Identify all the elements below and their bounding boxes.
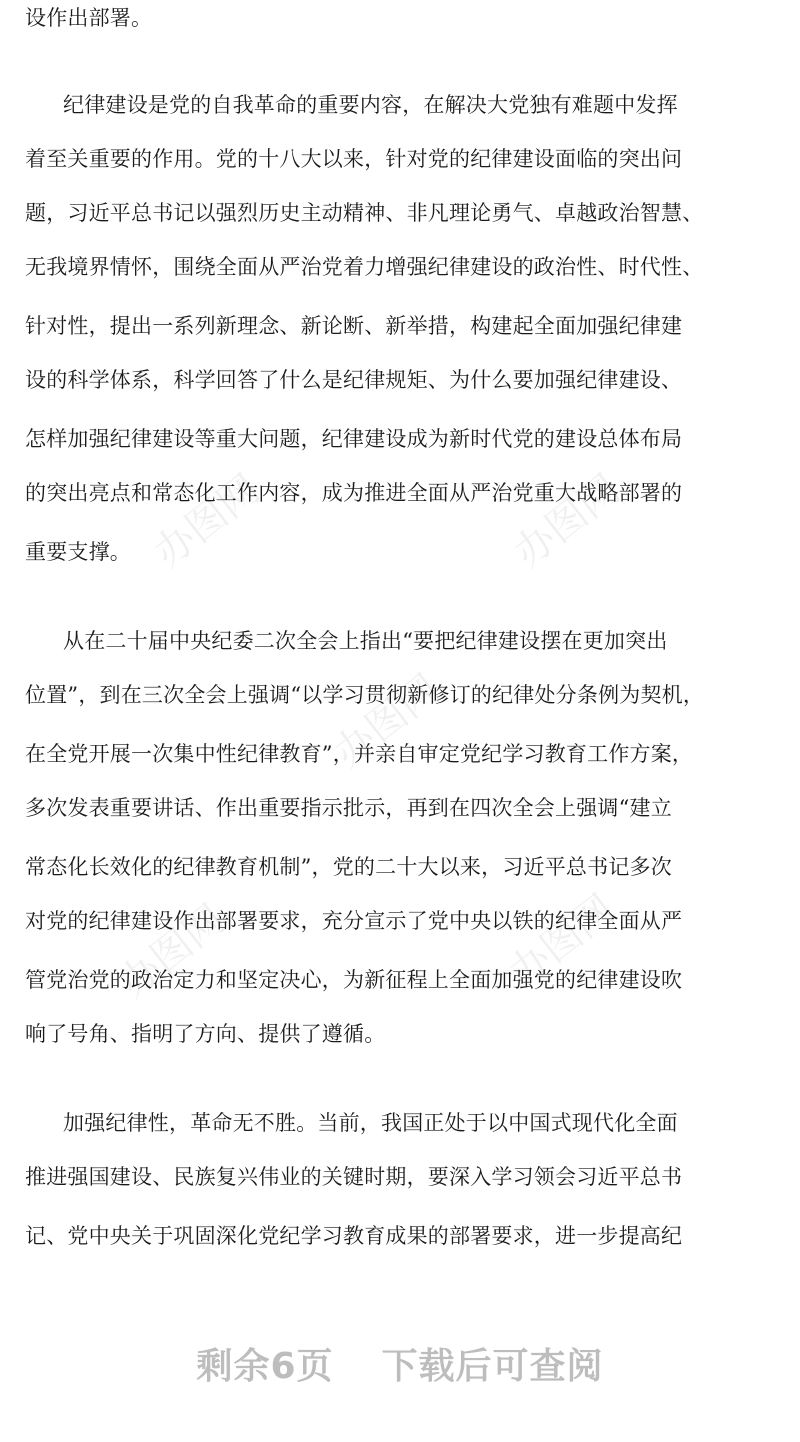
text-line: 加强纪律性，革命无不胜。当前，我国正处于以中国式现代化全面 <box>63 1111 678 1135</box>
text-line: 从在二十届中央纪委二次全会上指出“要把纪律建设摆在更加突出 <box>63 629 668 653</box>
text-line: 题，习近平总书记以强烈历史主动精神、非凡理论勇气、卓越政治智慧、 <box>25 201 704 225</box>
watermark-text: 办图网 <box>110 896 234 1007</box>
text-line: 位置”，到在三次全会上强调“以学习贯彻新修订的纪律处分条例为契机， <box>25 683 705 707</box>
text-line: 的突出亮点和常态化工作内容，成为推进全面从严治党重大战略部署的 <box>25 481 683 505</box>
text-line: 着至关重要的作用。党的十八大以来，针对党的纪律建设面临的突出问 <box>25 147 683 171</box>
text-line: 记、党中央关于巩固深化党纪学习教育成果的部署要求，进一步提高纪 <box>25 1224 683 1248</box>
text-line: 在全党开展一次集中性纪律教育”，并亲自审定党纪学习教育工作方案， <box>25 742 694 766</box>
watermark-text: 办图网 <box>505 466 629 577</box>
text-line: 无我境界情怀，围绕全面从严治党着力增强纪律建设的政治性、时代性、 <box>25 255 704 279</box>
download-prompt[interactable] <box>0 1338 800 1388</box>
text-line: 针对性，提出一系列新理念、新论断、新举措，构建起全面加强纪律建 <box>25 314 683 338</box>
text-line: 怎样加强纪律建设等重大问题，纪律建设成为新时代党的建设总体布局 <box>25 427 683 451</box>
watermark-text: 办图网 <box>145 466 269 577</box>
download-to-view-label[interactable]: 下载后可查阅 <box>381 1345 604 1387</box>
text-line: 纪律建设是党的自我革命的重要内容，在解决大党独有难题中发挥 <box>63 93 678 117</box>
text-line: 管党治党的政治定力和坚定决心，为新征程上全面加强党的纪律建设吹 <box>25 968 683 992</box>
text-line: 设的科学体系，科学回答了什么是纪律规矩、为什么要加强纪律建设、 <box>25 368 683 392</box>
text-line: 推进强国建设、民族复兴伟业的关键时期，要深入学习领会习近平总书 <box>25 1165 683 1189</box>
text-line: 多次发表重要讲话、作出重要指示批示，再到在四次全会上强调“建立 <box>25 796 672 820</box>
text-line: 对党的纪律建设作出部署要求，充分宣示了党中央以铁的纪律全面从严 <box>25 909 683 933</box>
text-line: 设作出部署。 <box>25 6 153 30</box>
text-line: 重要支撑。 <box>25 540 131 564</box>
watermark-text: 办图网 <box>325 666 449 777</box>
remaining-pages-label[interactable]: 剩余6页 <box>196 1345 334 1387</box>
text-line: 响了号角、指明了方向、提供了遵循。 <box>25 1022 386 1046</box>
text-line: 常态化长效化的纪律教育机制”，党的二十大以来，习近平总书记多次 <box>25 855 672 879</box>
watermark-text: 办图网 <box>500 886 624 997</box>
